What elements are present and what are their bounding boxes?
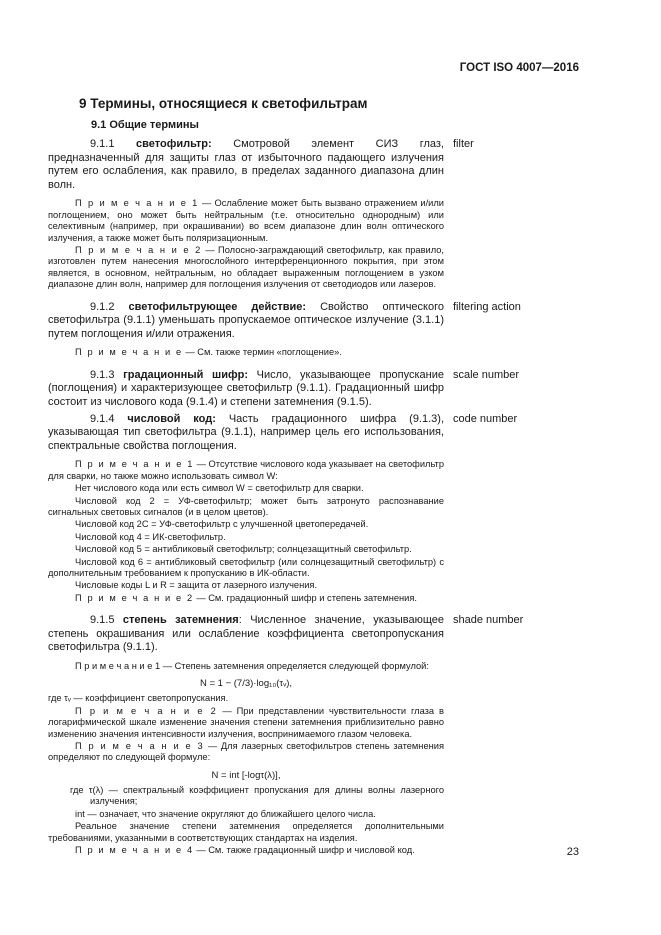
term-definition: 9.1.5 степень затемнения: Численное значение, указывающее степень окрашивания или ослабление коэффициента светопропускания светофильтра (9.1.1). [48, 614, 444, 654]
term-code-number [48, 412, 518, 605]
code-line: Числовой код 2 = УФ-светофильтр; может быть затронуто распознавание сигнальных световых сигналов (и в целом цветов). [48, 495, 444, 517]
term-name: степень затемнения [122, 614, 239, 627]
paragraph: Реальное значение степени затемнения определяется дополнительными требованиями, указанными в соответствующих стандартах на изделия. [48, 821, 444, 843]
code-line: Числовой код 6 = антибликовый светофильтр (или солнцезащитный светофильтр) с дополнительным требованием к пропусканию в ИК-области. [48, 556, 444, 579]
term-en-scale-number: scale number [453, 368, 520, 381]
section-title: 9 Термины, относящиеся к светофильтрам [79, 96, 368, 111]
page-number: 23 [566, 846, 579, 858]
term-name: числовой код: [127, 412, 216, 425]
code-line: Числовые коды L и R = защита от лазерного излучения. [75, 580, 318, 591]
note: П р и м е ч а н и е 2 — См. градационный шифр и степень затемнения. [75, 592, 417, 603]
note: П р и м е ч а н и е 1 — Отсутствие числового кода указывает на светофильтр для сварки, но также можно использовать символ W: [48, 459, 444, 481]
note: П р и м е ч а н и е 2 — Полосно-заграждающий светофильтр, как правило, изготовлен путем нанесения многослойного интерференционного покрытия, при этом является, в основном, нейтральным, но обладает выраженным поглощением в узком диапазоне длин волн, например для поглощения излучения от светодиодов или лазеров. [48, 245, 444, 290]
subsection-title: 9.1 Общие термины [91, 119, 199, 131]
code-line: Числовой код 2С = УФ-светофильтр с улучшенной цветопередачей. [75, 519, 369, 530]
code-line: Числовой код 5 = антибликовый светофильтр; солнцезащитный светофильтр. [75, 544, 412, 555]
code-line: Числовой код 4 = ИК-светофильтр. [75, 531, 226, 542]
term-definition: 9.1.2 светофильтрующее действие: Свойство оптического светофильтра (9.1.1) уменьшать пропускаемое оптическое излучение (3.1.1) путем поглощения и/или отражения. [48, 300, 444, 340]
term-name: светофильтрующее действие: [128, 300, 307, 313]
term-filter [48, 138, 474, 291]
term-filtering-action [48, 300, 521, 359]
term-shade-number [48, 614, 524, 856]
code-line: Нет числового кода или есть символ W = светофильтр для сварки. [75, 483, 364, 494]
formula-where: где τ(λ) — спектральный коэффициент пропускания для длины волны лазерного излучения; [70, 784, 444, 807]
term-definition: 9.1.4 числовой код: Часть градационного шифра (9.1.3), указывающая тип светофильтра (9.1.1), например цель его использования, спектральные свойства поглощения. [48, 412, 444, 452]
standard-header: ГОСТ ISO 4007—2016 [459, 62, 579, 74]
term-en-shade-number: shade number [453, 614, 524, 627]
formula-laser: N = int [-logτ(λ)], [211, 769, 281, 781]
term-definition: 9.1.3 градационный шифр: Число, указывающее пропускание (поглощения) и характеризующее светофильтр (9.1.1). Градационный шифр состоит из числового кода (9.1.4) и степени затемнения (9.1.5). [48, 368, 444, 408]
term-scale-number [48, 368, 520, 410]
term-definition: 9.1.1 светофильтр: Смотровой элемент СИЗ глаз, предназначенный для защиты глаз от избыточного падающего излучения путем его ослабления, как правило, в пределах заданного диапазона длин волн. [48, 138, 444, 191]
terms-body [48, 133, 524, 856]
note: П р и м е ч а н и е 1 — Ослабление может быть вызвано отражением и/или поглощением, оно может быть нейтральным (т.е. относительно однородным) или селективным (например, при окрашивании) во всем диапазоне длин волн оптического излучения, а также может быть поляризационным. [48, 198, 444, 243]
term-name: градационный шифр: [123, 368, 248, 381]
formula-where: int — означает, что значение округляют до ближайшего целого числа. [75, 808, 376, 819]
term-en-filter: filter [453, 138, 474, 150]
note: П р и м е ч а н и е 4 — См. также градационный шифр и числовой код. [75, 844, 415, 855]
formula-where: где τᵥ — коэффициент светопропускания. [48, 693, 229, 704]
term-name: светофильтр: [136, 138, 212, 150]
note: П р и м е ч а н и е 1 — Степень затемнения определяется следующей формулой: [75, 661, 429, 672]
term-en-filtering-action: filtering action [453, 300, 521, 313]
note: П р и м е ч а н и е 2 — При представлении чувствительности глаза в логарифмической шкале изменение значения степени затемнения приблизительно равно изменению значения интенсивности излучения, воспринимаемого глазом человека. [48, 705, 444, 739]
formula-shade: N = 1 − (7/3)·log₁₀(τᵥ), [199, 678, 293, 690]
note: П р и м е ч а н и е — См. также термин «поглощение». [75, 347, 342, 358]
term-en-code-number: code number [453, 412, 518, 425]
note: П р и м е ч а н и е 3 — Для лазерных светофильтров степень затемнения определяют по следующей формуле: [48, 741, 444, 763]
